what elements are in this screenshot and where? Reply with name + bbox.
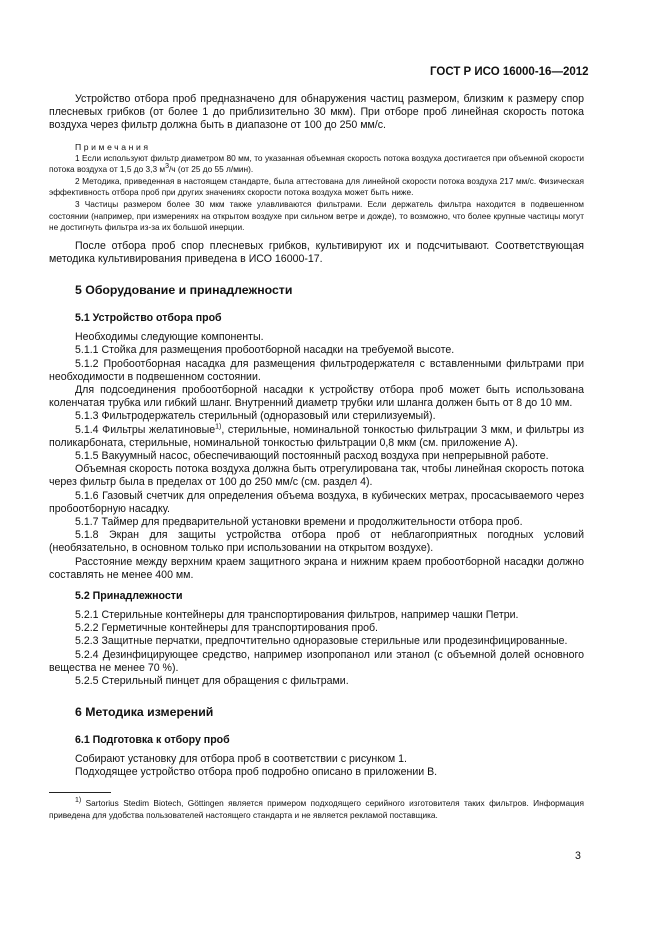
s61-paragraph-1: Собирают установку для отбора проб в соответствии с рисунком 1. [75,753,407,766]
s61-paragraph-2: Подходящее устройство отбора проб подробно описано в приложении В. [75,766,438,779]
section-5-heading: 5 Оборудование и принадлежности [75,283,293,298]
footnote [49,797,584,821]
s51-intro: Необходимы следующие компоненты. [75,331,264,344]
subsection-5-1-heading: 5.1 Устройство отбора проб [75,312,222,325]
item-5-1-5-extra: Объемная скорость потока воздуха должна быть отрегулирована так, чтобы линейная скорость потока через фильтр была в пределах от 100 до 250 мм/с (см. раздел 4). [49,463,584,489]
item-5-1-7: 5.1.7 Таймер для предварительной установки времени и продолжительности отбора проб. [75,516,523,529]
note-3: 3 Частицы размером более 30 мкм также улавливаются фильтрами. Если держатель фильтра находится в подвешенном состоянии (например, при измерениях на открытом воздухе при сильном ветре и дожде), то возможно, что более крупные частицы могут не достигнуть фильтра из-за их большой инерции. [49,198,584,233]
note-1-text-b: /ч (от 25 до 55 л/мин). [169,164,254,175]
footnote-text: Sartorius Stedim Biotech, Göttingen является примером подходящего серийного изготовителя таких фильтров. Информация приведена для удобства пользователей настоящего стандарта и не является рекламой поставщика. [49,797,584,820]
note-1 [49,153,584,176]
item-5-2-3: 5.2.3 Защитные перчатки, предпочтительно одноразовые стерильные или продезинфицированные. [75,635,568,648]
culture-paragraph: После отбора проб спор плесневых грибков, культивируют их и подсчитывают. Соответствующая методика культивирования приведена в ИСО 16000-17. [49,239,584,265]
item-5-1-4-text-b: , стерильные, номинальной тонкостью фильтрации 3 мкм, и фильтры из поликарбоната, стерильные, номинальной тонкостью фильтрации 0,8 мкм (см. приложение А). [49,423,585,449]
footnote-reference: 1) [215,423,222,431]
item-5-1-6: 5.1.6 Газовый счетчик для определения объема воздуха, в кубических метрах, просасываемого через пробоотборную насадку. [49,489,584,515]
item-5-1-4-text-a: 5.1.4 Фильтры желатиновые [75,423,216,436]
item-5-1-8: 5.1.8 Экран для защиты устройства отбора проб от неблагоприятных погодных условий (необязательно, в основном только при использовании на открытом воздухе). [49,529,584,555]
subsection-5-2-heading: 5.2 Принадлежности [75,590,183,603]
section-6-heading: 6 Методика измерений [75,705,214,720]
item-5-1-5: 5.1.5 Вакуумный насос, обеспечивающий постоянный расход воздуха при непрерывной работе. [75,450,549,462]
footnote-marker: 1) [75,796,82,804]
document-code-header: ГОСТ Р ИСО 16000-16—2012 [430,66,589,78]
item-5-2-5: 5.2.5 Стерильный пинцет для обращения с фильтрами. [75,675,349,688]
page-number: 3 [575,850,581,862]
footnote-separator [49,792,111,793]
item-5-1-3: 5.1.3 Фильтродержатель стерильный (одноразовый или стерилизуемый). [75,410,436,423]
item-5-1-2: 5.1.2 Пробоотборная насадка для размещения фильтродержателя с вставленными фильтрами при необходимости в подвешенном состоянии. [49,357,584,383]
item-5-2-4: 5.2.4 Дезинфицирующее средство, например изопропанол или этанол (с объемной долей основного вещества не менее 70 %). [49,648,584,674]
item-5-2-2: 5.2.2 Герметичные контейнеры для транспортирования проб. [75,622,379,635]
note-1-text-a: 1 Если используют фильтр диаметром 80 мм, то указанная объемная скорость потока воздуха достигается при объемной скорости потока воздуха от 1,5 до 3,3 м [49,152,584,175]
notes-heading: Примечания [75,141,151,152]
item-5-1-4 [49,424,584,450]
note-2: 2 Методика, приведенная в настоящем стандарте, была аттестована для линейной скорости потока воздуха 217 мм/с. Физическая эффективность отбора проб при других значениях скорости потока воздуха может быть ниже. [49,175,584,198]
item-5-2-1: 5.2.1 Стерильные контейнеры для транспортирования фильтров, например чашки Петри. [75,609,519,622]
item-5-1-1: 5.1.1 Стойка для размещения пробоотборной насадки на требуемой высоте. [75,344,455,357]
note-1-superscript: 3 [165,163,169,171]
page-body [49,93,584,821]
intro-paragraph: Устройство отбора проб предназначено для обнаружения частиц размером, близким к размеру спор плесневых грибков (от более 1 до приблизительно 30 мкм). При отборе проб линейная скорость потока воздуха через фильтр должна быть в диапазоне от 100 до 250 мм/с. [49,93,584,132]
item-5-1-2-extra: Для подсоединения пробоотборной насадки к устройству отбора проб может быть использована коленчатая трубка или гибкий шланг. Внутренний диаметр трубки или шланга должен быть от 8 до 10 мм. [49,383,584,410]
item-5-1-8-extra: Расстояние между верхним краем защитного экрана и нижним краем пробоотборной насадки должно составлять не менее 400 мм. [49,555,584,581]
subsection-6-1-heading: 6.1 Подготовка к отбору проб [75,734,230,747]
